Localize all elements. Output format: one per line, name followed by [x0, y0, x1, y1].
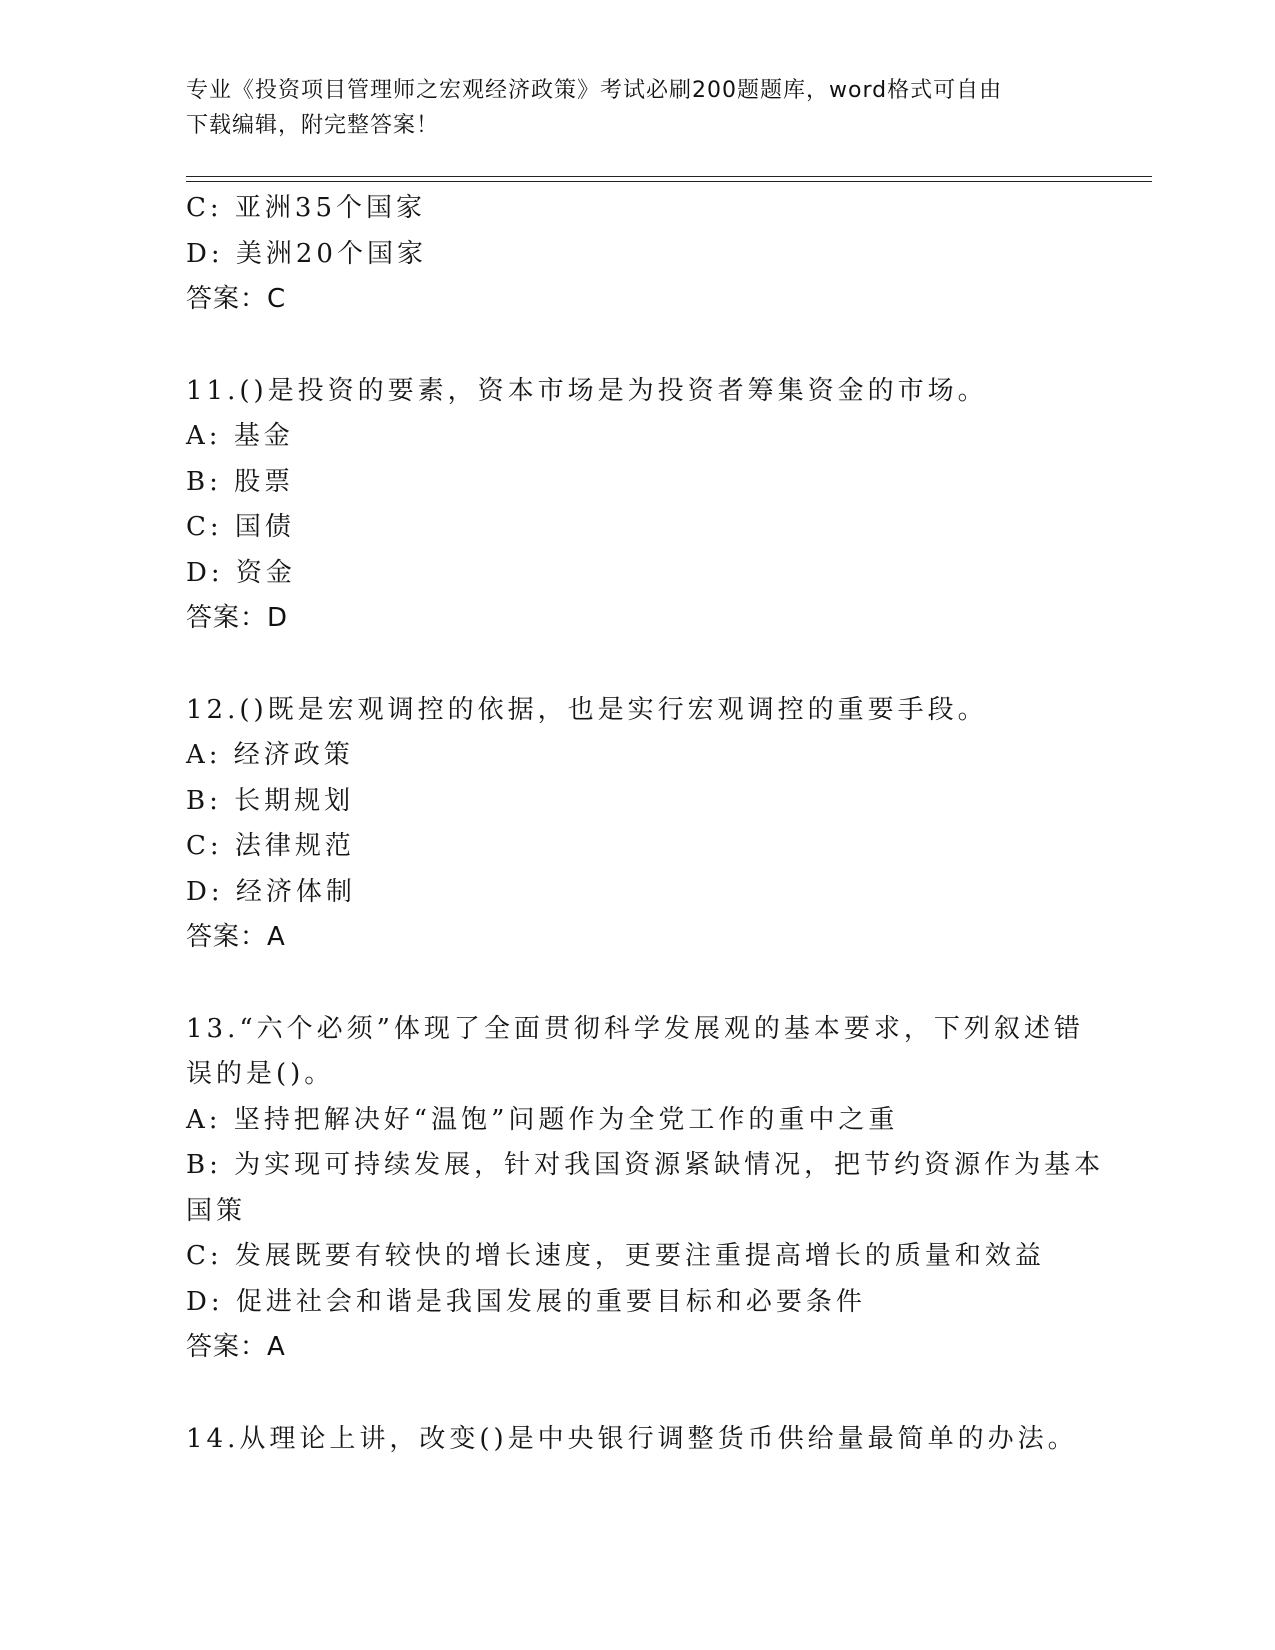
- option-a: A: 基金: [186, 421, 294, 451]
- option-b-continued: 国策: [186, 1195, 247, 1226]
- question-12: [186, 688, 1086, 961]
- spacer: [186, 961, 1086, 1007]
- answer-line: 答案：C: [186, 284, 287, 314]
- question-11: [186, 369, 1086, 642]
- document-header: [186, 73, 1076, 143]
- option-b: B: 长期规划: [186, 785, 355, 816]
- question-content: [186, 186, 1105, 1462]
- question-stem-line-1: 13.“六个必须”体现了全面贯彻科学发展观的基本要求，下列叙述错: [186, 1013, 1084, 1044]
- option-d: D: 经济体制: [186, 876, 356, 907]
- answer-line: 答案：D: [186, 603, 289, 633]
- question-stem-line-2: 误的是()。: [186, 1059, 335, 1089]
- answer-line: 答案：A: [186, 1332, 286, 1362]
- question-14: [186, 1417, 1086, 1463]
- option-d: D: 美洲20个国家: [186, 238, 427, 269]
- option-b: B: 为实现可持续发展，针对我国资源紧缺情况，把节约资源作为基本: [186, 1150, 1105, 1180]
- spacer: [186, 642, 1086, 688]
- option-a: A: 经济政策: [186, 740, 354, 770]
- spacer: [186, 1371, 1086, 1417]
- header-rule-bottom: [186, 181, 1152, 182]
- option-c: C: 法律规范: [186, 831, 355, 861]
- option-a: A: 坚持把解决好“温饱”问题作为全党工作的重中之重: [186, 1104, 899, 1135]
- question-13: [186, 1007, 1105, 1371]
- question-10-tail: [186, 186, 1086, 323]
- header-rule-top: [186, 176, 1152, 177]
- option-c: C: 国债: [186, 512, 295, 542]
- option-d: D: 促进社会和谐是我国发展的重要目标和必要条件: [186, 1286, 866, 1317]
- question-stem: 12.()既是宏观调控的依据，也是实行宏观调控的重要手段。: [186, 694, 988, 725]
- header-line-2: 下载编辑，附完整答案！: [186, 113, 440, 138]
- option-c: C: 亚洲35个国家: [186, 193, 427, 223]
- option-b: B: 股票: [186, 466, 295, 497]
- question-stem: 14.从理论上讲，改变()是中央银行调整货币供给量最简单的办法。: [186, 1423, 1078, 1454]
- option-d: D: 资金: [186, 557, 296, 588]
- option-c: C: 发展既要有较快的增长速度，更要注重提高增长的质量和效益: [186, 1241, 1045, 1271]
- header-line-1: 专业《投资项目管理师之宏观经济政策》考试必刷200题题库，word格式可自由: [186, 78, 1003, 103]
- answer-line: 答案：A: [186, 922, 286, 952]
- question-stem: 11.()是投资的要素，资本市场是为投资者筹集资金的市场。: [186, 375, 988, 406]
- spacer: [186, 323, 1086, 369]
